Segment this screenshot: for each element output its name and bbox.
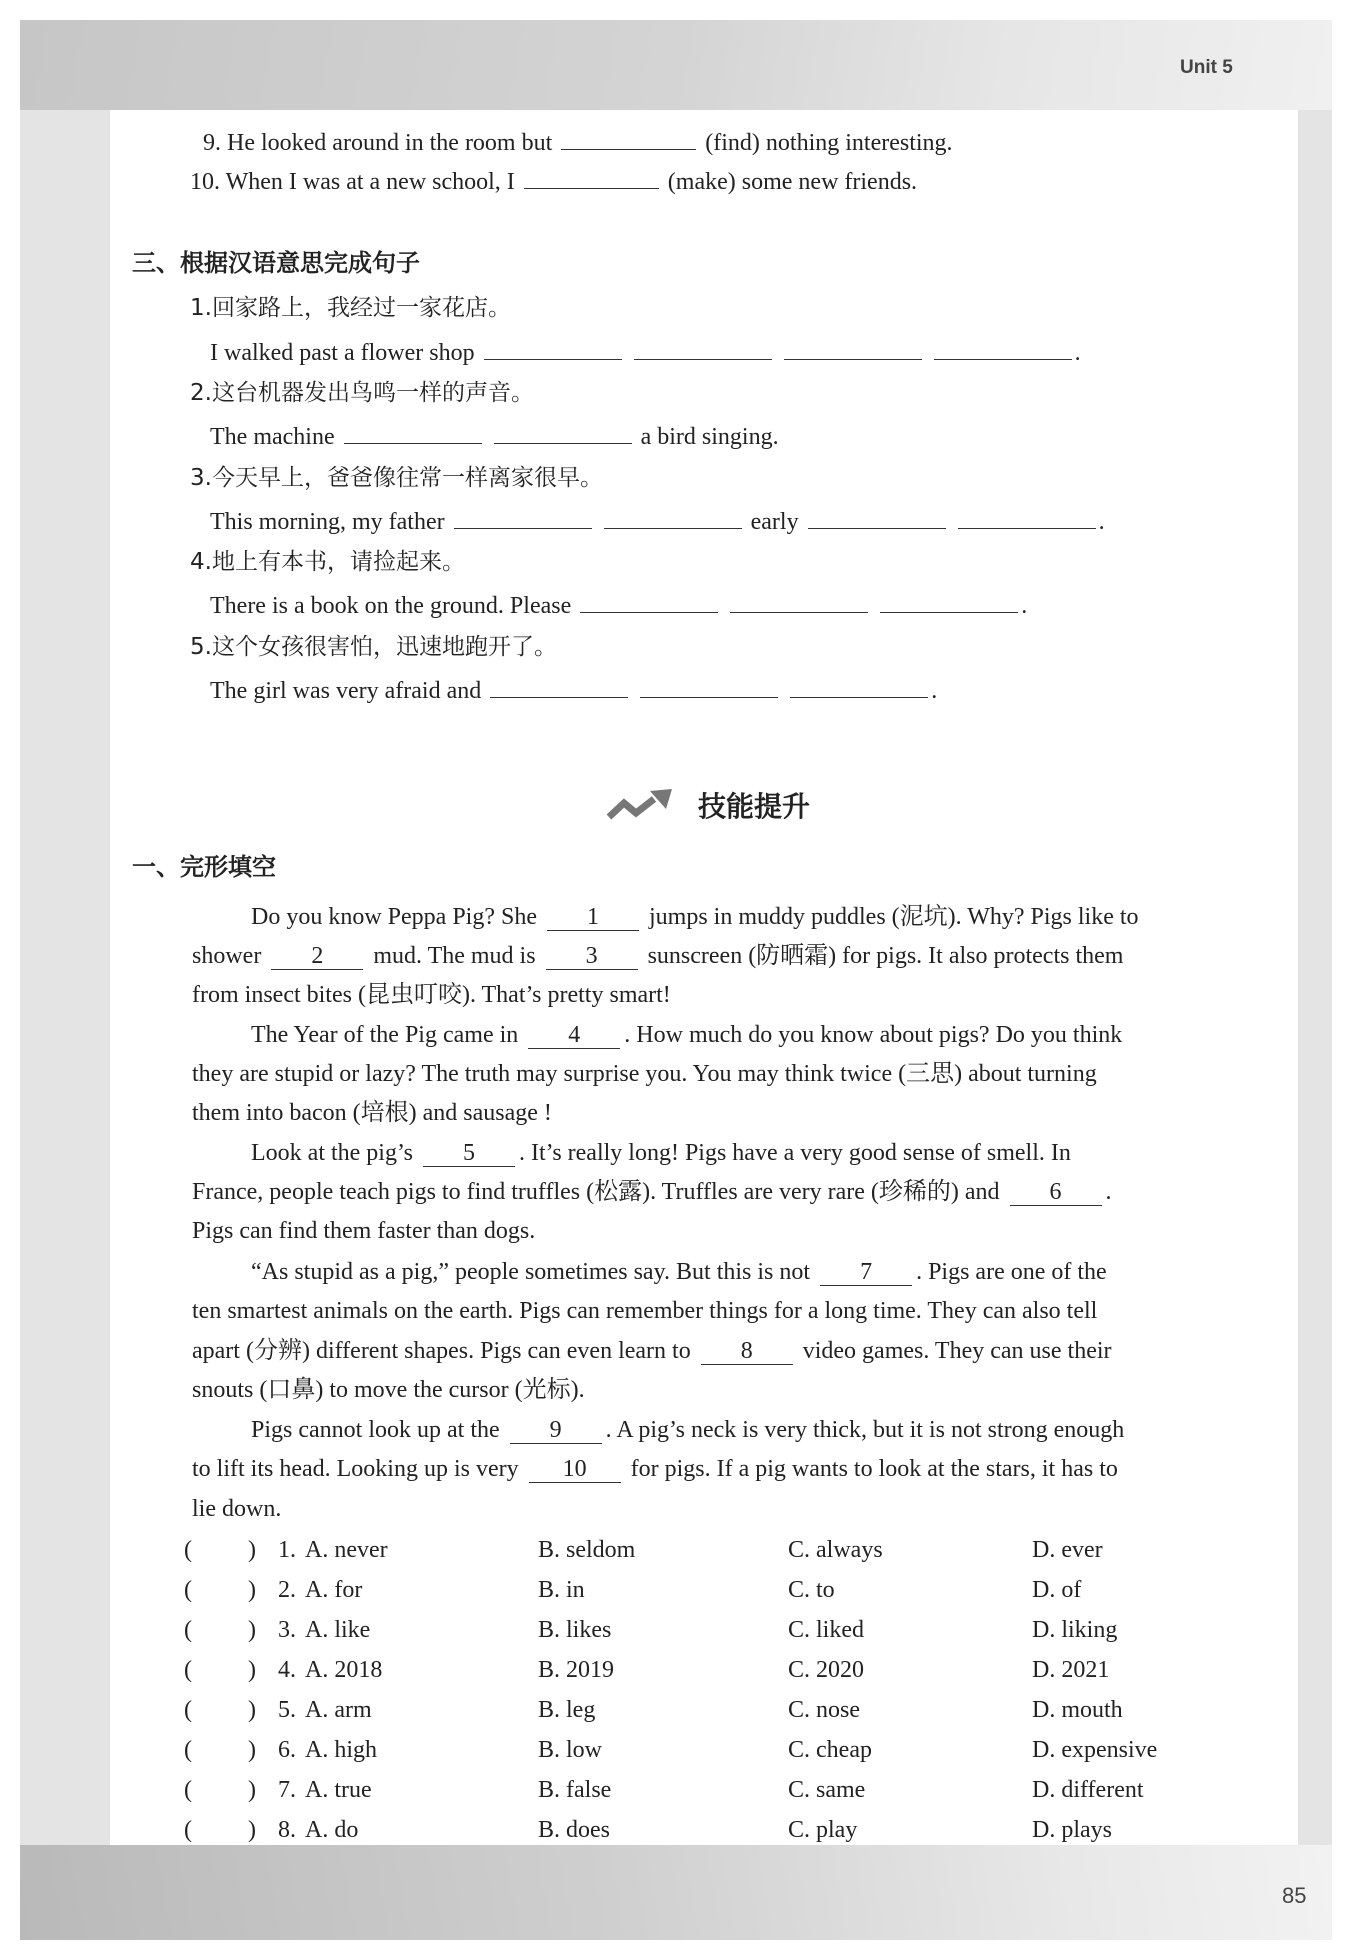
cloze-blank-9[interactable]: 9 <box>510 1417 602 1444</box>
option-c[interactable]: C. 2020 <box>788 1657 865 1683</box>
passage-line: ten smartest animals on the earth. Pigs can remember things for a long time. They can also tell <box>192 1298 1098 1324</box>
answer-blank[interactable] <box>454 506 592 529</box>
option-a[interactable]: A. arm <box>305 1697 372 1723</box>
option-row <box>0 1575 1350 1605</box>
answer-paren-close[interactable]: ) <box>248 1737 256 1763</box>
translation-4-english: There is a book on the ground. Please . <box>210 590 1027 621</box>
translation-5-english: The girl was very afraid and . <box>210 675 937 706</box>
passage-line: to lift its head. Looking up is very 10 for pigs. If a pig wants to look at the stars, it has to <box>192 1456 1118 1482</box>
option-d[interactable]: D. plays <box>1032 1817 1112 1843</box>
option-row <box>0 1815 1350 1845</box>
answer-blank[interactable] <box>580 590 718 613</box>
translation-3-middle: early <box>750 509 799 535</box>
answer-paren-open[interactable]: ( <box>184 1777 192 1803</box>
passage-line: shower 2 mud. The mud is 3 sunscreen (防晒霜) for pigs. It also protects them <box>192 943 1124 969</box>
option-number: 4. <box>278 1657 296 1683</box>
option-a[interactable]: A. true <box>305 1777 372 1803</box>
translation-1-english: I walked past a flower shop . <box>210 337 1081 368</box>
answer-blank[interactable] <box>880 590 1018 613</box>
skills-banner <box>606 785 810 825</box>
question-10 <box>190 166 917 197</box>
option-number: 7. <box>278 1777 296 1803</box>
answer-blank[interactable] <box>934 337 1072 360</box>
option-b[interactable]: B. low <box>538 1737 603 1763</box>
option-d[interactable]: D. different <box>1032 1777 1144 1803</box>
answer-blank[interactable] <box>604 506 742 529</box>
option-b[interactable]: B. likes <box>538 1617 612 1643</box>
option-d[interactable]: D. expensive <box>1032 1737 1158 1763</box>
answer-paren-open[interactable]: ( <box>184 1817 192 1843</box>
answer-paren-open[interactable]: ( <box>184 1657 192 1683</box>
section-1-title: 一、完形填空 <box>132 853 276 881</box>
option-a[interactable]: A. for <box>305 1577 363 1603</box>
translation-3-prompt: This morning, my father <box>210 509 445 535</box>
translation-4-chinese: 4.地上有本书，请捡起来。 <box>190 549 465 575</box>
cloze-blank-8[interactable]: 8 <box>701 1338 793 1365</box>
passage-line: Pigs cannot look up at the 9 . A pig’s neck is very thick, but it is not strong enough <box>251 1417 1125 1443</box>
option-b[interactable]: B. false <box>538 1777 612 1803</box>
translation-2-english <box>210 421 779 452</box>
translation-1-chinese: 1.回家路上，我经过一家花店。 <box>190 295 511 321</box>
option-d[interactable]: D. of <box>1032 1577 1082 1603</box>
passage-line: Look at the pig’s 5 . It’s really long! Pigs have a very good sense of smell. In <box>251 1140 1071 1166</box>
option-row <box>0 1655 1350 1685</box>
answer-blank[interactable] <box>524 166 659 189</box>
passage-line: Do you know Peppa Pig? She 1 jumps in muddy puddles (泥坑). Why? Pigs like to <box>251 904 1139 930</box>
translation-1-prompt: I walked past a flower shop <box>210 340 475 366</box>
cloze-blank-6[interactable]: 6 <box>1010 1179 1102 1206</box>
option-c[interactable]: C. always <box>788 1537 883 1563</box>
answer-blank[interactable] <box>790 675 928 698</box>
answer-blank[interactable] <box>344 421 482 444</box>
option-a[interactable]: A. high <box>305 1737 377 1763</box>
option-b[interactable]: B. seldom <box>538 1537 636 1563</box>
passage-line: Pigs can find them faster than dogs. <box>192 1218 536 1244</box>
footer-band <box>20 1845 1332 1940</box>
option-c[interactable]: C. to <box>788 1577 835 1603</box>
passage-line: them into bacon (培根) and sausage ! <box>192 1100 552 1126</box>
answer-paren-open[interactable]: ( <box>184 1537 192 1563</box>
translation-2-suffix: a bird singing. <box>640 424 779 450</box>
option-c[interactable]: C. same <box>788 1777 866 1803</box>
section-3-title: 三、根据汉语意思完成句子 <box>132 249 420 277</box>
skills-title: 技能提升 <box>698 790 811 823</box>
option-a[interactable]: A. like <box>305 1617 371 1643</box>
option-d[interactable]: D. liking <box>1032 1617 1118 1643</box>
cloze-blank-10[interactable]: 10 <box>529 1456 621 1483</box>
passage-line: they are stupid or lazy? The truth may surprise you. You may think twice (三思) about turning <box>192 1061 1097 1087</box>
question-9-text: 9. He looked around in the room but <box>203 130 553 156</box>
option-row <box>0 1535 1350 1565</box>
passage-line: from insect bites (昆虫叮咬). That’s pretty smart! <box>192 982 671 1008</box>
translation-2-chinese: 2.这台机器发出鸟鸣一样的声音。 <box>190 380 534 406</box>
question-10-text: 10. When I was at a new school, I <box>190 169 515 195</box>
option-d[interactable]: D. 2021 <box>1032 1657 1110 1683</box>
translation-2-prompt: The machine <box>210 424 335 450</box>
passage-line: France, people teach pigs to find truffles (松露). Truffles are very rare (珍稀的) and 6 . <box>192 1179 1112 1205</box>
passage-line: “As stupid as a pig,” people sometimes say. But this is not 7 . Pigs are one of the <box>251 1259 1107 1285</box>
translation-5-chinese: 5.这个女孩很害怕，迅速地跑开了。 <box>190 634 557 660</box>
answer-blank[interactable] <box>490 675 628 698</box>
answer-blank[interactable] <box>958 506 1096 529</box>
translation-4-prompt: There is a book on the ground. Please <box>210 593 572 619</box>
answer-blank[interactable] <box>640 675 778 698</box>
trend-up-arrow-icon <box>606 785 686 825</box>
option-a[interactable]: A. 2018 <box>305 1657 383 1683</box>
cloze-blank-1[interactable]: 1 <box>547 904 639 931</box>
option-row <box>0 1735 1350 1765</box>
answer-blank[interactable] <box>784 337 922 360</box>
cloze-blank-3[interactable]: 3 <box>546 943 638 970</box>
answer-paren-close[interactable]: ) <box>248 1537 256 1563</box>
option-row <box>0 1615 1350 1645</box>
answer-paren-open[interactable]: ( <box>184 1737 192 1763</box>
option-number: 6. <box>278 1737 296 1763</box>
question-9-hint: (find) nothing interesting. <box>705 130 953 156</box>
answer-blank[interactable] <box>808 506 946 529</box>
option-number: 1. <box>278 1537 296 1563</box>
answer-paren-close[interactable]: ) <box>248 1617 256 1643</box>
option-number: 8. <box>278 1817 296 1843</box>
translation-3-english: This morning, my father early . <box>210 506 1105 537</box>
answer-blank[interactable] <box>494 421 632 444</box>
answer-paren-open[interactable]: ( <box>184 1577 192 1603</box>
answer-paren-close[interactable]: ) <box>248 1777 256 1803</box>
cloze-blank-7[interactable]: 7 <box>820 1259 912 1286</box>
option-number: 5. <box>278 1697 296 1723</box>
answer-paren-open[interactable]: ( <box>184 1617 192 1643</box>
option-b[interactable]: B. leg <box>538 1697 596 1723</box>
option-c[interactable]: C. play <box>788 1817 858 1843</box>
passage-line: apart (分辨) different shapes. Pigs can even learn to 8 video games. They can use their <box>192 1338 1112 1364</box>
option-a[interactable]: A. do <box>305 1817 359 1843</box>
option-d[interactable]: D. ever <box>1032 1537 1103 1563</box>
translation-5-prompt: The girl was very afraid and <box>210 678 482 704</box>
passage-line: The Year of the Pig came in 4 . How much do you know about pigs? Do you think <box>251 1022 1123 1048</box>
cloze-blank-5[interactable]: 5 <box>423 1140 515 1167</box>
unit-label: Unit 5 <box>1180 57 1233 78</box>
answer-paren-close[interactable]: ) <box>248 1577 256 1603</box>
passage-line: lie down. <box>192 1496 282 1522</box>
answer-blank[interactable] <box>634 337 772 360</box>
option-b[interactable]: B. in <box>538 1577 585 1603</box>
passage-line: snouts (口鼻) to move the cursor (光标). <box>192 1377 585 1403</box>
option-c[interactable]: C. nose <box>788 1697 860 1723</box>
option-row <box>0 1695 1350 1725</box>
option-b[interactable]: B. does <box>538 1817 610 1843</box>
page-number: 85 <box>1282 1883 1307 1908</box>
header-band <box>20 20 1332 110</box>
option-c[interactable]: C. liked <box>788 1617 864 1643</box>
answer-paren-close[interactable]: ) <box>248 1657 256 1683</box>
option-b[interactable]: B. 2019 <box>538 1657 615 1683</box>
option-d[interactable]: D. mouth <box>1032 1697 1123 1723</box>
answer-blank[interactable] <box>484 337 622 360</box>
answer-paren-close[interactable]: ) <box>248 1817 256 1843</box>
answer-paren-close[interactable]: ) <box>248 1697 256 1723</box>
answer-paren-open[interactable]: ( <box>184 1697 192 1723</box>
option-number: 2. <box>278 1577 296 1603</box>
question-9 <box>203 127 953 158</box>
option-c[interactable]: C. cheap <box>788 1737 872 1763</box>
cloze-blank-2[interactable]: 2 <box>271 943 363 970</box>
option-row <box>0 1775 1350 1805</box>
question-10-hint: (make) some new friends. <box>667 169 918 195</box>
answer-blank[interactable] <box>561 127 696 150</box>
cloze-blank-4[interactable]: 4 <box>528 1022 620 1049</box>
translation-3-chinese: 3.今天早上，爸爸像往常一样离家很早。 <box>190 465 603 491</box>
option-a[interactable]: A. never <box>305 1537 388 1563</box>
answer-blank[interactable] <box>730 590 868 613</box>
option-number: 3. <box>278 1617 296 1643</box>
